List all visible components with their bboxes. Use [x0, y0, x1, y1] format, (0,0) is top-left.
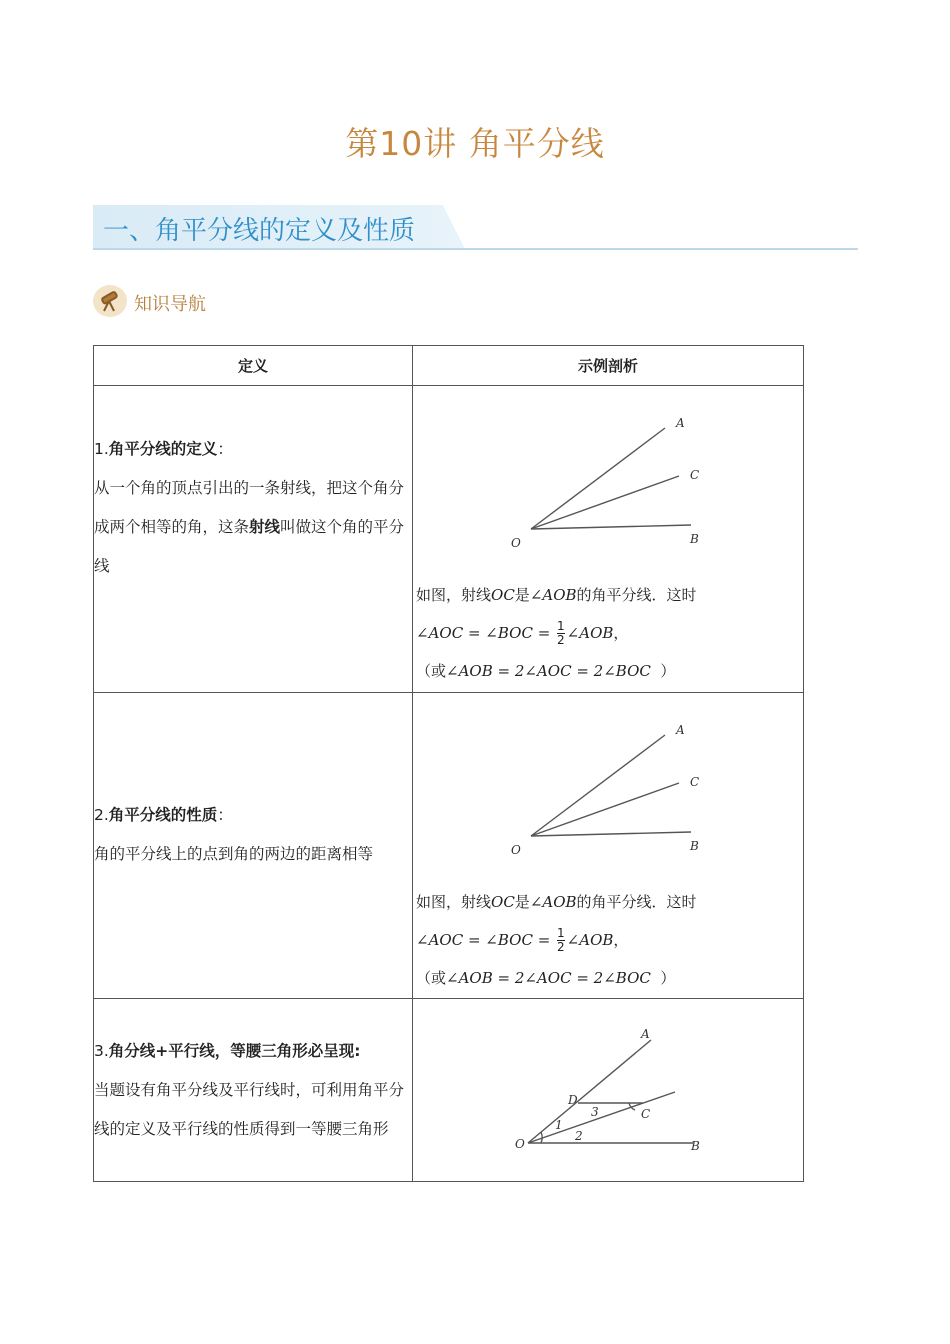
- label-o: O: [511, 536, 521, 550]
- label-d: D: [568, 1093, 578, 1107]
- label-angle-2: 2: [575, 1129, 583, 1143]
- angle-bisector-figure: [413, 693, 803, 883]
- label-b: B: [690, 532, 699, 546]
- caption-line-1: 如图，射线OC是∠AOB的角平分线．这时: [416, 586, 697, 604]
- knowledge-nav-label: 知识导航: [134, 294, 206, 315]
- section-title: 一、角平分线的定义及性质: [103, 216, 416, 246]
- label-angle-3: 3: [591, 1105, 599, 1119]
- label-c: C: [641, 1107, 651, 1121]
- example-cell: [413, 386, 804, 693]
- angle-bisector-figure: [413, 386, 803, 576]
- header-definition: 定义: [94, 346, 413, 386]
- row-heading: 角分线+平行线，等腰三角形必呈现:: [108, 1041, 361, 1060]
- section-header: [93, 205, 858, 251]
- row-body: 从一个角的顶点引出的一条射线，把这个角分成两个相等的角，这条: [94, 479, 405, 536]
- ray-ob: [531, 832, 691, 836]
- definition-table: [93, 345, 804, 1182]
- label-c: C: [690, 468, 700, 482]
- label-c: C: [690, 775, 700, 789]
- definition-cell: 2.角平分线的性质： 角的平分线上的点到角的两边的距离相等: [94, 693, 413, 999]
- example-cell: [413, 693, 804, 999]
- row-body: 角的平分线上的点到角的两边的距离相等: [94, 844, 374, 863]
- definition-cell: 1.角平分线的定义： 从一个角的顶点引出的一条射线，把这个角分成两个相等的角，这条射线叫做这个角的平分线: [94, 386, 413, 693]
- row-heading: 角平分线的定义: [108, 440, 218, 458]
- label-b: B: [690, 839, 699, 853]
- label-a: A: [641, 1027, 650, 1041]
- ray-oa: [528, 1040, 651, 1143]
- ray-oa: [531, 735, 665, 836]
- caption-line-3: （或∠AOB = 2∠AOC = 2∠BOC ）: [416, 969, 676, 987]
- row-body: 当题设有角平分线及平行线时，可利用角平分线的定义及平行线的性质得到一等腰三角形: [94, 1080, 405, 1138]
- definition-cell: 3.角分线+平行线，等腰三角形必呈现: 当题设有角平分线及平行线时，可利用角平分线的定义及平行线的性质得到一等腰三角形: [94, 999, 413, 1182]
- label-o: O: [515, 1137, 525, 1151]
- ray-oa: [531, 428, 665, 529]
- section-underline: [93, 248, 858, 250]
- ray-ob: [531, 525, 691, 529]
- label-b: B: [691, 1139, 700, 1153]
- label-a: A: [676, 416, 685, 430]
- caption-line-2: ∠AOC = ∠BOC = $\frac{1}{2}$ ∠AOB，: [416, 619, 629, 647]
- bisector-parallel-figure: [413, 1000, 803, 1180]
- table-row: [94, 999, 804, 1182]
- caption-line-2: ∠AOC = ∠BOC = $\frac{1}{2}$ ∠AOB，: [416, 926, 629, 954]
- table-row: [94, 693, 804, 999]
- telescope-icon: [93, 285, 127, 317]
- header-example: 示例剖析: [413, 346, 804, 386]
- label-angle-1: 1: [555, 1118, 563, 1132]
- example-cell: [413, 999, 804, 1182]
- ray-oc: [531, 476, 679, 529]
- table-row: [94, 386, 804, 693]
- row-heading: 角平分线的性质: [108, 805, 218, 824]
- angle-arc: [541, 1132, 542, 1143]
- ray-oc: [531, 783, 679, 836]
- label-a: A: [676, 723, 685, 737]
- caption-line-3: （或∠AOB = 2∠AOC = 2∠BOC ）: [416, 662, 676, 680]
- ray-oc: [528, 1092, 675, 1143]
- caption-line-1: 如图，射线OC是∠AOB的角平分线．这时: [416, 893, 697, 911]
- table-header-row: [94, 346, 804, 386]
- lecture-title: 第10讲 角平分线: [345, 124, 605, 163]
- label-o: O: [511, 843, 521, 857]
